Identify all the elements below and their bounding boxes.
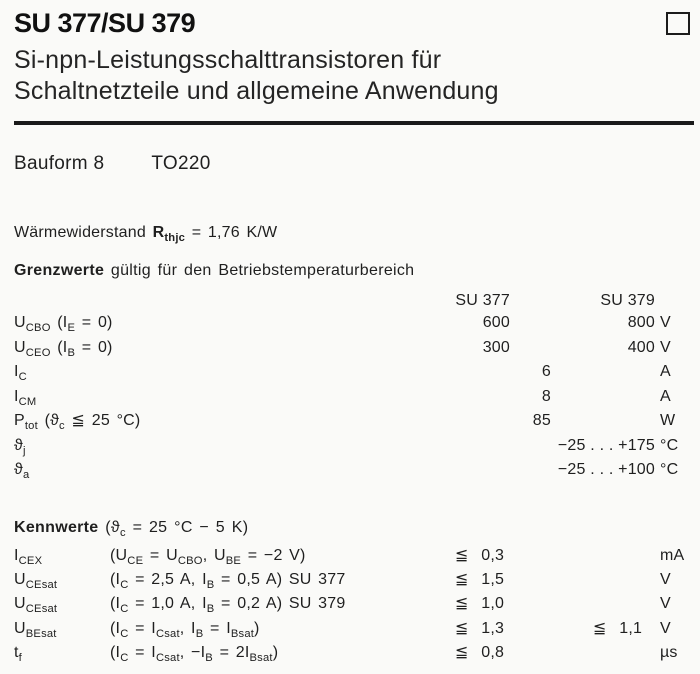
unit-label: °C [660, 436, 679, 454]
thermal-label: Wärmewiderstand [14, 224, 146, 241]
kennwerte-heading-rest: ($ϑ_c = 25$ °C − 5 K) [105, 518, 249, 539]
param-symbol: $t_f$ [14, 644, 22, 665]
limit-su377: ≦ 1,3 [455, 619, 505, 637]
limit-su379 [585, 641, 658, 665]
value-su377 [400, 385, 510, 410]
test-condition: ($U_{CE} = U_{CBO}$, $U_{BE} = -2$ V) [110, 546, 306, 567]
value-common: 85 [532, 412, 551, 429]
value-su377 [400, 409, 510, 434]
header [14, 8, 694, 38]
kennwerte-heading [14, 516, 694, 540]
corner-square-icon [666, 12, 690, 35]
unit-label: A [660, 363, 671, 380]
value-su377: 600 [482, 314, 510, 331]
grenzwerte-section [14, 260, 694, 483]
unit-label: A [660, 387, 671, 405]
grenzwerte-row-theta-j [14, 434, 694, 459]
param-symbol: $I_{CEX}$ [14, 546, 43, 567]
unit-label: V [660, 570, 671, 588]
param-symbol: $U_{CEsat}$ [14, 570, 58, 592]
package-info [14, 153, 694, 175]
kennwerte-row-ucesat-379 [14, 592, 694, 616]
unit-label: °C [660, 461, 679, 478]
thermal-symbol: $R_{thjc}$ [152, 224, 186, 245]
value-su379 [551, 360, 655, 385]
grenzwerte-heading-rest: gültig für den Betriebstemperaturbereich [110, 262, 415, 279]
bauform-label: Bauform 8 [14, 153, 105, 174]
kennwerte-heading-bold: Kennwerte [14, 518, 99, 536]
grenzwerte-table [14, 291, 694, 483]
param-symbol: $U_{BEsat}$ [14, 619, 57, 640]
grenzwerte-row-theta-a [14, 458, 694, 483]
value-su377: 300 [482, 338, 510, 356]
grenzwerte-row-ic [14, 360, 694, 385]
kennwerte-row-ucesat-377 [14, 568, 694, 592]
kennwerte-row-tf [14, 641, 694, 665]
limit-su379 [585, 568, 658, 592]
grenzwerte-row-uceo [14, 336, 694, 361]
value-su379: −25 . . . +175 [557, 436, 655, 454]
limit-su379 [585, 544, 658, 568]
test-condition: ($I_C = 2,5$ A, $I_B = 0,5$ A) SU 377 [110, 570, 346, 592]
subtitle-line-1: Si-npn-Leistungsschalttransistoren für [14, 46, 442, 74]
param-label: $ϑ_a$ [14, 461, 30, 482]
param-symbol: $U_{CEsat}$ [14, 595, 58, 616]
kennwerte-row-icex [14, 544, 694, 568]
unit-label: V [660, 619, 671, 637]
value-su379 [551, 409, 655, 434]
unit-label: V [660, 595, 671, 613]
test-condition: ($I_C = 1,0$ A, $I_B = 0,2$ A) SU 379 [110, 595, 346, 616]
test-condition: ($I_C = I_{Csat}$, $-I_B = 2I_{Bsat}$) [110, 644, 279, 665]
value-su379: 800 [627, 314, 655, 331]
package-type: TO220 [151, 153, 211, 174]
param-label: $I_C$ [14, 363, 27, 384]
value-su377 [400, 434, 510, 459]
grenzwerte-row-icm [14, 385, 694, 410]
grenzwerte-row-ucbo [14, 311, 694, 336]
thermal-resistance-line [14, 221, 694, 245]
unit-label: mA [660, 546, 685, 564]
kennwerte-table [14, 544, 694, 666]
param-label: $P_{tot}$ ($ϑ_c$ ≦ 25 °C) [14, 412, 141, 433]
value-common: 6 [541, 363, 551, 380]
value-common: 8 [541, 387, 551, 405]
param-label: $I_{CM}$ [14, 387, 37, 408]
grenzwerte-heading [14, 260, 694, 282]
page-subtitle [14, 45, 694, 107]
unit-label: V [660, 338, 671, 356]
limit-su377: ≦ 1,0 [455, 595, 505, 613]
value-su377 [400, 360, 510, 385]
grenzwerte-header-row [14, 291, 694, 311]
value-su377 [400, 458, 510, 483]
page-title: SU 377/SU 379 [14, 8, 196, 38]
subtitle-line-2: Schaltnetzteile und allgemeine Anwendung [14, 77, 499, 105]
column-header-su377: SU 377 [455, 292, 510, 309]
thermal-value: = 1,76 K/W [191, 224, 278, 241]
limit-su377: ≦ 1,5 [455, 570, 505, 588]
param-label: $ϑ_j$ [14, 436, 26, 457]
value-common [510, 458, 551, 483]
unit-label: W [660, 412, 676, 429]
value-common [510, 434, 551, 459]
kennwerte-section [14, 516, 694, 666]
kennwerte-row-ubesat [14, 617, 694, 641]
grenzwerte-heading-bold: Grenzwerte [14, 262, 105, 279]
grenzwerte-row-ptot [14, 409, 694, 434]
value-common [510, 336, 551, 361]
param-label: $U_{CEO}$ $(I_B = 0)$ [14, 338, 113, 359]
limit-su379: ≦ 1,1 [593, 619, 643, 637]
limit-su377: ≦ 0,8 [455, 644, 505, 662]
column-header-su379: SU 379 [600, 292, 655, 309]
test-condition: ($I_C = I_{Csat}$, $I_B = I_{Bsat}$) [110, 619, 260, 640]
unit-label: V [660, 314, 671, 331]
param-label: $U_{CBO}$ $(I_E = 0)$ [14, 314, 113, 335]
value-su379: −25 . . . +100 [557, 461, 655, 478]
header-divider [14, 121, 694, 125]
limit-su377: ≦ 0,3 [455, 546, 505, 564]
value-su379 [551, 385, 655, 410]
unit-label: µs [660, 644, 678, 662]
value-su379: 400 [627, 338, 655, 356]
limit-su379 [585, 592, 658, 616]
value-common [510, 311, 551, 336]
